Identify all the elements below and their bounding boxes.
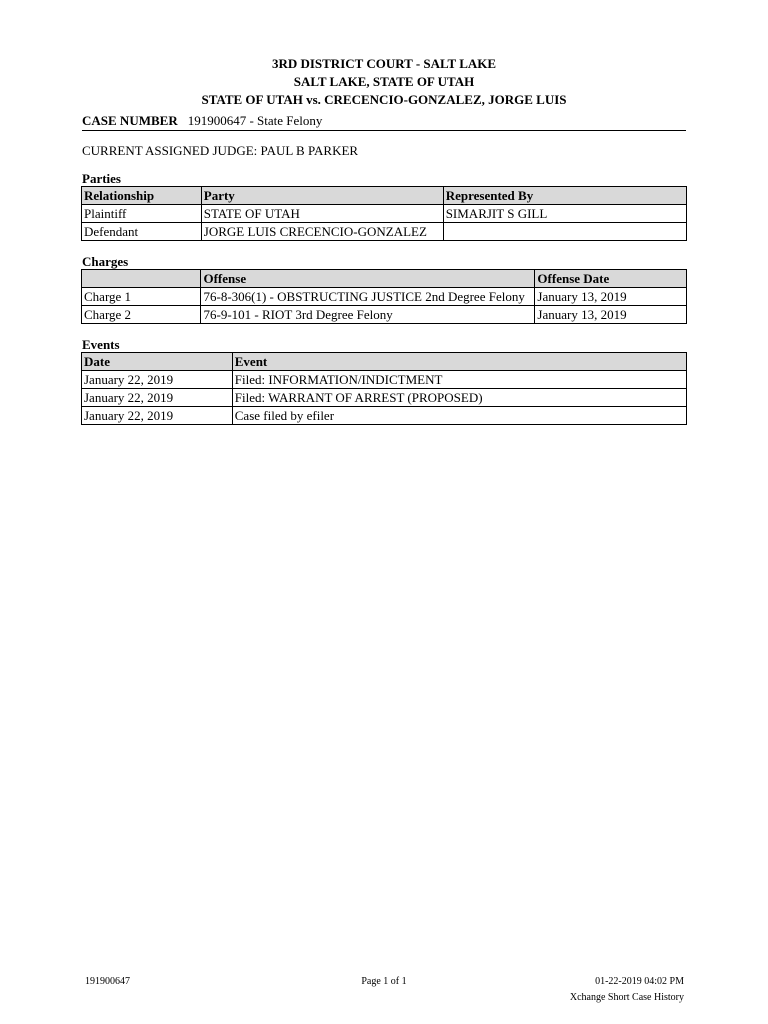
column-header: Offense — [201, 270, 535, 288]
offense-date-cell: January 13, 2019 — [535, 306, 687, 324]
document-header — [0, 55, 768, 109]
case-number-row — [82, 113, 686, 131]
table-row — [82, 371, 687, 389]
column-header: Relationship — [82, 187, 202, 205]
represented-by-cell: SIMARJIT S GILL — [443, 205, 686, 223]
court-location: SALT LAKE, STATE OF UTAH — [293, 74, 475, 89]
party-cell: JORGE LUIS CRECENCIO-GONZALEZ — [201, 223, 443, 241]
case-number-label: CASE NUMBER — [82, 113, 178, 128]
event-cell: Filed: WARRANT OF ARREST (PROPOSED) — [232, 389, 686, 407]
charges-label: Charges — [82, 254, 129, 269]
column-header: Event — [232, 353, 686, 371]
events-table — [81, 352, 687, 425]
table-row — [82, 389, 687, 407]
case-number-value: 191900647 - State Felony — [187, 113, 323, 128]
event-date-cell: January 22, 2019 — [82, 389, 233, 407]
footer-report-name: Xchange Short Case History — [569, 992, 684, 1003]
offense-cell: 76-9-101 - RIOT 3rd Degree Felony — [201, 306, 535, 324]
column-header: Date — [82, 353, 233, 371]
charges-table — [81, 269, 687, 324]
column-header: Party — [201, 187, 443, 205]
table-row — [82, 205, 687, 223]
column-header: Offense Date — [535, 270, 687, 288]
party-cell: STATE OF UTAH — [201, 205, 443, 223]
table-row — [82, 288, 687, 306]
relationship-cell: Plaintiff — [82, 205, 202, 223]
footer-timestamp: 01-22-2019 04:02 PM — [595, 976, 684, 987]
charges-header-row — [82, 270, 687, 288]
parties-header-row — [82, 187, 687, 205]
events-label: Events — [82, 337, 120, 352]
column-header: Represented By — [443, 187, 686, 205]
relationship-cell: Defendant — [82, 223, 202, 241]
charge-number-cell: Charge 1 — [82, 288, 201, 306]
offense-cell: 76-8-306(1) - OBSTRUCTING JUSTICE 2nd Degree Felony — [201, 288, 535, 306]
footer-case-id: 191900647 — [85, 976, 130, 987]
parties-table — [81, 186, 687, 241]
court-name: 3RD DISTRICT COURT - SALT LAKE — [271, 56, 497, 71]
table-row — [82, 407, 687, 425]
events-header-row — [82, 353, 687, 371]
event-date-cell: January 22, 2019 — [82, 371, 233, 389]
event-date-cell: January 22, 2019 — [82, 407, 233, 425]
parties-label: Parties — [82, 171, 121, 186]
column-header — [82, 270, 201, 288]
represented-by-cell — [443, 223, 686, 241]
footer-page-number: Page 1 of 1 — [361, 976, 407, 987]
assigned-judge: CURRENT ASSIGNED JUDGE: PAUL B PARKER — [82, 143, 359, 158]
table-row — [82, 306, 687, 324]
event-cell: Case filed by efiler — [232, 407, 686, 425]
offense-date-cell: January 13, 2019 — [535, 288, 687, 306]
event-cell: Filed: INFORMATION/INDICTMENT — [232, 371, 686, 389]
charge-number-cell: Charge 2 — [82, 306, 201, 324]
table-row — [82, 223, 687, 241]
case-title: STATE OF UTAH vs. CRECENCIO-GONZALEZ, JORGE LUIS — [201, 92, 567, 107]
